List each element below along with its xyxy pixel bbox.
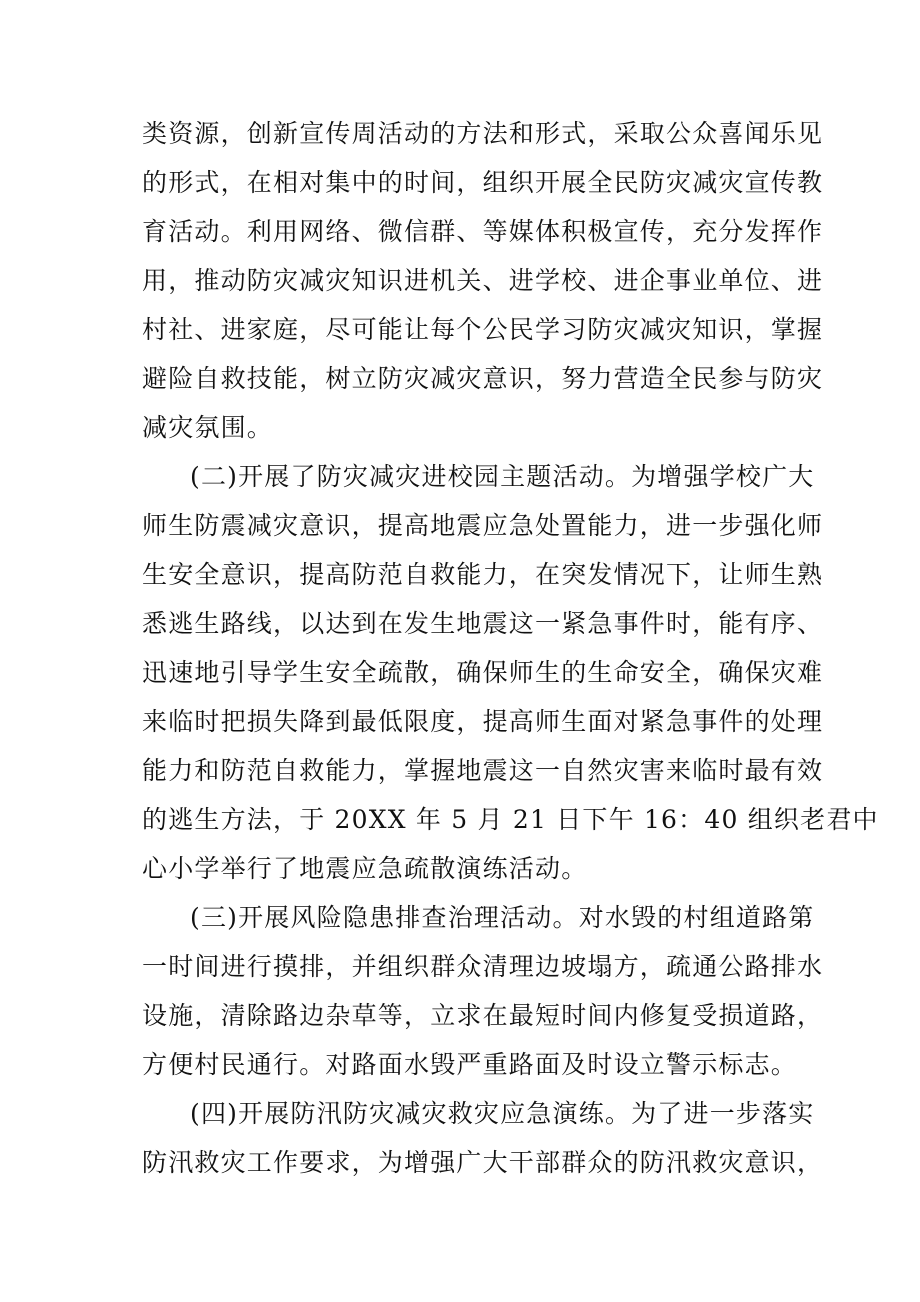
text-line: 用，推动防灾减灾知识进机关、进学校、进企事业单位、进 [142, 266, 824, 295]
text-line: 避险自救技能，树立防灾减灾意识，努力营造全民参与防灾 [142, 364, 824, 393]
text-line: 师生防震减灾意识，提高地震应急处置能力，进一步强化师 [142, 511, 824, 540]
text-line: 悉逃生路线，以达到在发生地震这一紧急事件时，能有序、 [142, 609, 824, 638]
text-line: 的逃生方法，于 20XX 年 5 月 21 日下午 16：40 组织老君中 [142, 805, 879, 834]
text-line: 育活动。利用网络、微信群、等媒体积极宣传，充分发挥作 [142, 217, 824, 246]
text-line: 方便村民通行。对路面水毁严重路面及时设立警示标志。 [142, 1050, 798, 1079]
section-heading-line: (四)开展防汛防灾减灾救灾应急演练。为了进一步落实 [190, 1099, 815, 1128]
section-heading-line: (三)开展风险隐患排查治理活动。对水毁的村组道路第 [190, 903, 815, 932]
text-line: 一时间进行摸排，并组织群众清理边坡塌方，疏通公路排水 [142, 952, 824, 981]
text-line: 来临时把损失降到最低限度，提高师生面对紧急事件的处理 [142, 707, 824, 736]
text-line: 村社、进家庭，尽可能让每个公民学习防灾减灾知识，掌握 [142, 315, 824, 344]
text-line: 心小学举行了地震应急疏散演练活动。 [142, 854, 588, 883]
section-heading-line: (二)开展了防灾减灾进校园主题活动。为增强学校广大 [190, 462, 815, 491]
text-line: 类资源，创新宣传周活动的方法和形式，采取公众喜闻乐见 [142, 119, 824, 148]
text-line: 能力和防范自救能力，掌握地震这一自然灾害来临时最有效 [142, 756, 824, 785]
text-line: 减灾氛围。 [142, 413, 274, 442]
text-line: 生安全意识，提高防范自救能力，在突发情况下，让师生熟 [142, 560, 824, 589]
text-line: 的形式，在相对集中的时间，组织开展全民防灾减灾宣传教 [142, 168, 824, 197]
text-line: 防汛救灾工作要求，为增强广大干部群众的防汛救灾意识， [142, 1148, 824, 1177]
text-line: 迅速地引导学生安全疏散，确保师生的生命安全，确保灾难 [142, 658, 824, 687]
text-line: 设施，清除路边杂草等，立求在最短时间内修复受损道路， [142, 1001, 824, 1030]
